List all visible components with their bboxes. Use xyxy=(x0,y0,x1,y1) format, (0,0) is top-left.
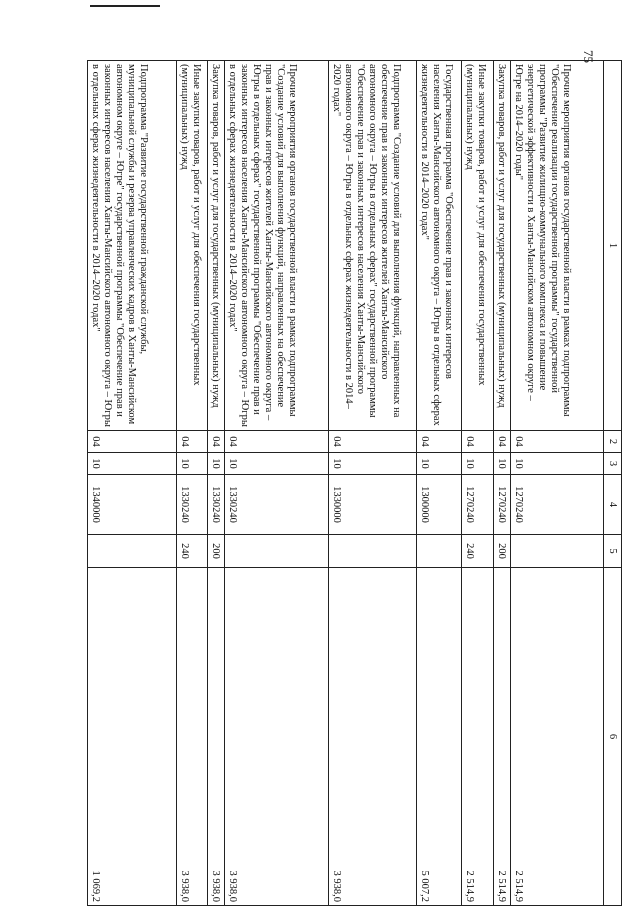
header-cell: 5 xyxy=(603,535,621,568)
table-row xyxy=(493,61,510,906)
cell-subsection: 10 xyxy=(225,453,329,475)
cell-amount: 3 938,0 xyxy=(207,568,224,906)
header-cell: 6 xyxy=(603,568,621,906)
cell-expense-type: 240 xyxy=(462,535,493,568)
cell-section: 04 xyxy=(207,431,224,453)
cell-target-article: 1270240 xyxy=(510,475,603,535)
cell-amount: 3 938,0 xyxy=(225,568,329,906)
cell-subsection: 10 xyxy=(510,453,603,475)
cell-subsection: 10 xyxy=(493,453,510,475)
cell-amount: 5 007,2 xyxy=(417,568,462,906)
cell-section: 04 xyxy=(493,431,510,453)
row-description: Иные закупки товаров, работ и услуг для обеспечения государственных (муниципальных) нужд xyxy=(462,61,493,431)
table-row xyxy=(225,61,329,906)
cell-expense-type xyxy=(510,535,603,568)
cell-expense-type xyxy=(328,535,416,568)
cell-amount: 2 514,9 xyxy=(493,568,510,906)
row-description: Подпрограмма "Создание условий для выполнения функций, направленных на обеспечение прав и законных интересов жителей Ханты-Мансийского автономного округа – Югры в отдельных сферах" государственной программы "Обеспечение прав и законных интересов населения Ханты-Мансийского автономного округа – Югры в отдельных сферах жизнедеятельности в 2014–2020 годах" xyxy=(328,61,416,431)
cell-expense-type: 200 xyxy=(207,535,224,568)
table-row xyxy=(88,61,177,906)
cell-expense-type: 200 xyxy=(493,535,510,568)
cell-target-article: 1330240 xyxy=(176,475,207,535)
table-row xyxy=(207,61,224,906)
table-row xyxy=(462,61,493,906)
header-cell: 3 xyxy=(603,453,621,475)
cell-subsection: 10 xyxy=(88,453,177,475)
cell-target-article: 1330000 xyxy=(328,475,416,535)
rotated-table-container xyxy=(87,60,622,905)
cell-subsection: 10 xyxy=(417,453,462,475)
cell-expense-type xyxy=(417,535,462,568)
cell-section: 04 xyxy=(510,431,603,453)
cell-amount: 2 514,9 xyxy=(462,568,493,906)
cell-amount: 2 514,9 xyxy=(510,568,603,906)
cell-subsection: 10 xyxy=(207,453,224,475)
header-row xyxy=(603,61,621,906)
top-rule-line xyxy=(90,5,160,7)
cell-subsection: 10 xyxy=(462,453,493,475)
cell-target-article: 1330240 xyxy=(225,475,329,535)
budget-table xyxy=(87,60,622,906)
page-number: 75 xyxy=(581,50,596,63)
table-row xyxy=(328,61,416,906)
row-description: Закупка товаров, работ и услуг для государственных (муниципальных) нужд xyxy=(207,61,224,431)
cell-section: 04 xyxy=(462,431,493,453)
cell-expense-type xyxy=(225,535,329,568)
row-description: Иные закупки товаров, работ и услуг для обеспечения государственных (муниципальных) нужд xyxy=(176,61,207,431)
cell-amount: 3 938,0 xyxy=(176,568,207,906)
table-row xyxy=(176,61,207,906)
row-description: Государственная программа "Обеспечение прав и законных интересов населения Ханты-Мансийского автономного округа – Югры в отдельных сферах жизнедеятельности в 2014–2020 годах" xyxy=(417,61,462,431)
row-description: Прочие мероприятия органов государственной власти в рамках подпрограммы "Обеспечение реализации государственной программы" государственной программы "Развитие жилищно-коммунального комплекса и повышение энергетической эффективности в Ханты-Мансийском автономном округе – Югре на 2014–2020 годы" xyxy=(510,61,603,431)
cell-expense-type xyxy=(88,535,177,568)
table-row xyxy=(510,61,603,906)
row-description: Закупка товаров, работ и услуг для государственных (муниципальных) нужд xyxy=(493,61,510,431)
cell-target-article: 1340000 xyxy=(88,475,177,535)
header-cell: 4 xyxy=(603,475,621,535)
row-description: Прочие мероприятия органов государственной власти в рамках подпрограммы "Создание условий для выполнения функций, направленных на обеспечение прав и законных интересов жителей Ханты-Мансийского автономного округа – Югры в отдельных сферах" государственной программы "Обеспечение прав и законных интересов населения Ханты-Мансийского автономного округа – Югры в отдельных сферах жизнедеятельности в 2014–2020 годах" xyxy=(225,61,329,431)
cell-target-article: 1270240 xyxy=(462,475,493,535)
header-cell: 2 xyxy=(603,431,621,453)
cell-section: 04 xyxy=(328,431,416,453)
cell-subsection: 10 xyxy=(176,453,207,475)
cell-section: 04 xyxy=(417,431,462,453)
cell-amount: 3 938,0 xyxy=(328,568,416,906)
row-description: Подпрограмма "Развитие государственной гражданской службы, муниципальной службы и резерва управленческих кадров в Ханты-Мансийском автономном округе – Югре" государственной программы "Обеспечение прав и законных интересов населения Ханты-Мансийского автономного округа – Югры в отдельных сферах жизнедеятельности в 2014–2020 годах" xyxy=(88,61,177,431)
table-row xyxy=(417,61,462,906)
cell-subsection: 10 xyxy=(328,453,416,475)
cell-section: 04 xyxy=(176,431,207,453)
cell-section: 04 xyxy=(225,431,329,453)
cell-target-article: 1330240 xyxy=(207,475,224,535)
cell-section: 04 xyxy=(88,431,177,453)
header-cell: 1 xyxy=(603,61,621,431)
cell-expense-type: 240 xyxy=(176,535,207,568)
cell-target-article: 1300000 xyxy=(417,475,462,535)
cell-amount: 1 069,2 xyxy=(88,568,177,906)
cell-target-article: 1270240 xyxy=(493,475,510,535)
